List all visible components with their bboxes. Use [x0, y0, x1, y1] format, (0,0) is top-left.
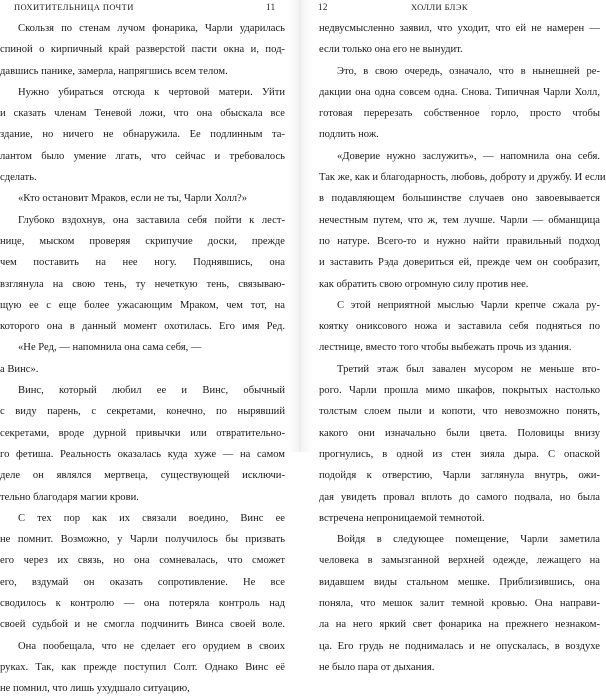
text-line: спиной о кирпичный край разверстой пасти окна и, под-	[0, 44, 285, 56]
text-line: встречена непроницаемой темнотой.	[319, 512, 485, 524]
text-line: Так же, как и благодарность, любовь, доброту и дружбу. И если	[319, 172, 606, 184]
text-line: его, вздумай он оказать сопротивление. Не все	[0, 576, 285, 588]
text-line: готовая перерезать собственное горло, просто чтобы	[319, 108, 600, 120]
text-line: сделать.	[0, 172, 37, 184]
text-line: С этой неприятной мыслью Чарли крепче сжала ру-	[337, 299, 600, 311]
text-line: Винс, который любил ее и Винс, обычный	[18, 385, 285, 397]
text-line: давшись панике, замерла, напрягшись всем телом.	[0, 65, 228, 77]
left-page-text	[0, 18, 285, 700]
text-line: толстым слоем пыли и копоти, что невозможно понять,	[319, 406, 600, 418]
text-line: и сказать членам Теневой ложи, что она обыскала все	[0, 108, 285, 120]
text-line: прогнулись, в одной из стен зияла дыра. С опаской	[319, 448, 600, 460]
text-line: чем поставить на нее ногу. Поднявшись, она	[0, 257, 285, 269]
text-line: Нужно убираться отсюда к чертовой матери. Уйти	[18, 86, 285, 98]
text-line: С тех пор как их связали воедино, Винс ее	[18, 512, 285, 524]
right-page-text	[319, 18, 606, 678]
text-line: Войдя в следующее помещение, Чарли заметила	[337, 534, 600, 546]
text-line: здание, но ничего не обнаружила. Ее подлинным та-	[0, 129, 285, 141]
text-line: подлить нож.	[319, 129, 379, 141]
text-line: Это, в свою очередь, означало, что в нынешней ре-	[337, 65, 600, 77]
text-line: рого. Чарли прошла мимо шкафов, покрытых настолько	[319, 385, 600, 397]
text-line: го фетиша. Реальность оказалась куда хуже — на самом	[0, 448, 285, 460]
text-line: нице, мыском проверяя скрипучие доски, прежде	[0, 235, 285, 247]
text-line: с виду парень, с секретами, конечно, по нырявший	[0, 406, 285, 418]
text-line: «Доверие нужно заслужить», — напомнила она себя.	[337, 150, 600, 162]
text-line: секретами, вроде дурной привычки или отвратительно-	[0, 427, 285, 439]
text-line: Третий этаж был завален мусором не меньше вто-	[337, 363, 600, 375]
text-line: не помнит. Возможно, у Чарли получилось бы призвать	[0, 534, 285, 546]
text-line: дая увидеть провал вплоть до самого подвала, но была	[319, 491, 600, 503]
text-line: поняла, что мешок залит темной кровью. Она направи-	[319, 598, 600, 610]
text-line: которого она в данный момент охотилась. Его имя Ред.	[0, 321, 285, 333]
text-line: дакции она одна совсем одна. Снова. Типичная Чарли Холл,	[319, 86, 600, 98]
text-line: какого они изначально были цвета. Половицы внизу	[319, 427, 600, 439]
text-line: ла на него яркий свет фонарика на прежнего незнаком-	[319, 619, 600, 631]
text-line: подойдя к отверстию, Чарли заглянула внутрь, ожи-	[319, 470, 600, 482]
text-line: Скользя по стенам лучом фонарика, Чарли ударилась	[18, 23, 285, 34]
text-line: как обратить свою огромную силу против нее.	[319, 278, 529, 290]
page-gutter	[287, 0, 313, 452]
running-head: ХОЛЛИ БЛЭК	[411, 2, 468, 12]
text-line: его через их связь, но она сомневалась, что сможет	[0, 555, 285, 567]
text-line: не помнил, что лишь ухудшало ситуацию,	[0, 683, 190, 695]
text-line: тельно благодаря магии крови.	[0, 491, 139, 503]
text-line: «Кто остановит Мраков, если не ты, Чарли Холл?»	[18, 193, 248, 205]
text-line: в подавляющем большинстве случаев оно завоевывается	[319, 193, 600, 205]
text-line: ца. Его грудь не поднималась и не опускалась, в воздухе	[319, 640, 600, 652]
left-page-header	[0, 1, 287, 13]
text-line: «Не Ред, — напомнила она сама себя, —	[18, 342, 202, 354]
text-line: лантом было умение лгать, что сейчас и требовалось	[0, 150, 285, 162]
text-line: сводилось к контролю — она потеряла контроль над	[0, 598, 285, 610]
text-line: видавшем виды стальном мешке. Приблизившись, она	[319, 576, 600, 588]
text-line: если только она его не вынудит.	[319, 44, 463, 56]
text-line: не было пара от дыхания.	[319, 661, 435, 673]
text-line: человека в замызганной верхней одежде, лежащего на	[319, 555, 600, 567]
text-line: коятку ониксового ножа и заставила себя подняться по	[319, 321, 600, 333]
text-line: своей судьбой и не смогла подчинить Винса своей воле.	[0, 619, 285, 631]
text-line: по натуре. Всего-то и нужно найти правильный подход	[319, 235, 600, 247]
right-page	[313, 0, 606, 673]
text-line: а Винс».	[0, 363, 39, 375]
text-line: нечестным путем, что ж, тем лучше. Чарли — обманщица	[319, 214, 600, 226]
right-page-header	[313, 1, 600, 13]
left-page	[0, 0, 287, 695]
text-line: щую ее с еще более ужасающим Мраком, чем тот, на	[0, 299, 285, 311]
text-line: лестнице, вместо того чтобы выбежать прочь из здания.	[319, 342, 572, 354]
text-line: взглянула на свою тень, ту нечеткую тень, связываю-	[0, 278, 285, 290]
text-line: руках. Так, как прежде поступил Солт. Однако Винс её	[0, 661, 285, 673]
text-line: Она пообещала, что не сделает его орудием в своих	[18, 640, 285, 652]
text-line: и заставить Рэда довериться ей, прежде чем он сообразит,	[319, 257, 600, 269]
text-line: недвусмысленно заявил, что уходит, что ей не намерен —	[319, 23, 600, 34]
page-number: 12	[318, 2, 328, 12]
running-head: ПОХИТИТЕЛЬНИЦА ПОЧТИ	[14, 2, 134, 12]
text-line: Глубоко вздохнув, она заставила себя пойти к лест-	[18, 214, 285, 226]
text-line: деле он являлся мертвеца, существующей исключи-	[0, 470, 285, 482]
page-number: 11	[266, 2, 276, 12]
